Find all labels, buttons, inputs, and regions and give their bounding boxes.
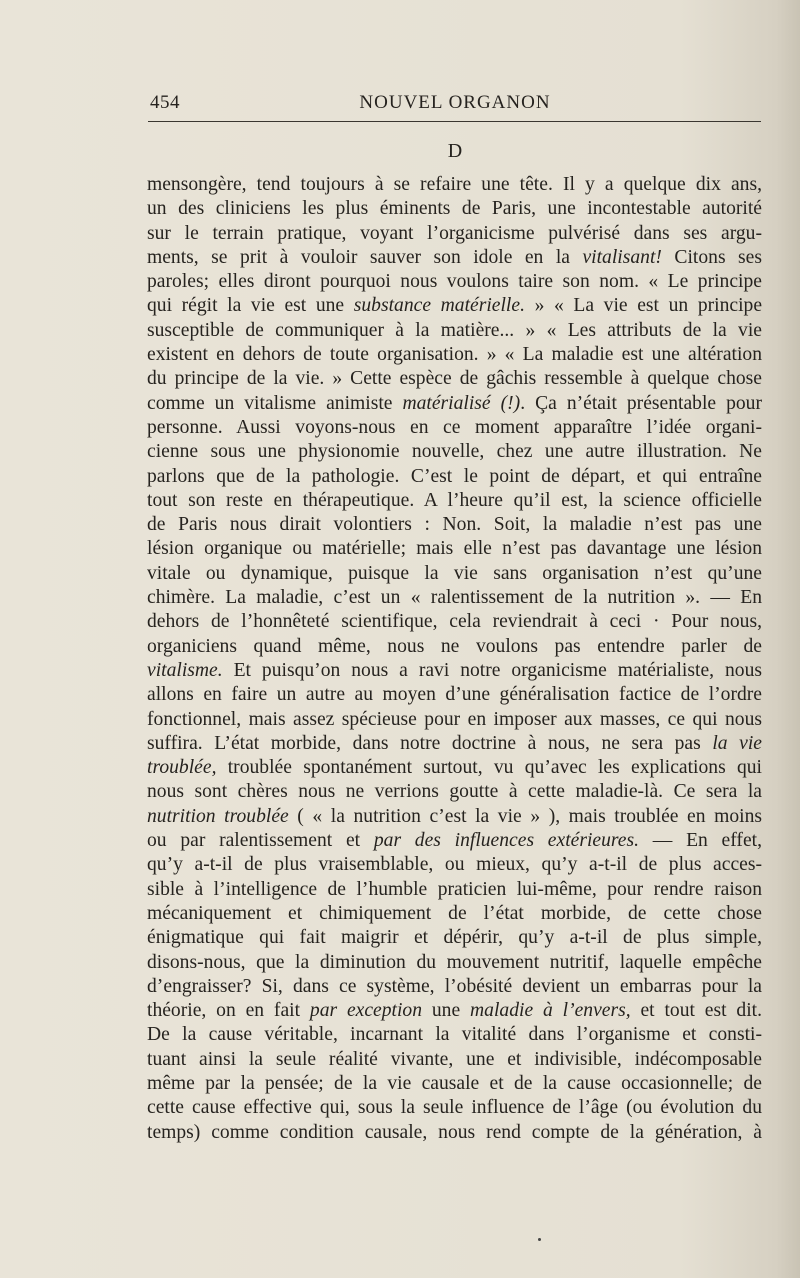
- text-line: [147, 1096, 762, 1120]
- text-line: [147, 416, 762, 440]
- italic-text: nutrition troublée: [147, 805, 289, 827]
- text-line: [147, 392, 762, 416]
- text-line: [147, 562, 762, 586]
- text-segment: paroles; elles diront pourquoi nous voulons taire son nom. « Le principe: [147, 271, 762, 293]
- text-line: [147, 902, 762, 926]
- text-line: [147, 732, 762, 756]
- text-segment: tuant ainsi la seule réalité vivante, une et indivisible, indécomposable: [147, 1048, 762, 1070]
- text-segment: mensongère, tend toujours à se refaire une tête. Il y a quelque dix ans,: [147, 174, 762, 195]
- text-line: [147, 975, 762, 999]
- text-line: [147, 537, 762, 561]
- text-segment: ( « la nutrition c’est la vie » ), mais troublée en moins: [288, 805, 762, 827]
- text-line: [147, 222, 762, 246]
- text-segment: dehors de l’honnêteté scientifique, cela reviendrait à ceci · Pour nous,: [147, 611, 762, 633]
- text-line: [147, 659, 762, 683]
- italic-text: la vie: [712, 732, 762, 754]
- text-segment: et tout est dit.: [630, 1000, 762, 1022]
- text-segment: existent en dehors de toute organisation. » « La maladie est une altération: [147, 344, 762, 366]
- text-segment: d’engraisser? Si, dans ce système, l’obésité devient un embarras pour la: [147, 975, 762, 997]
- italic-text: vitalisme.: [147, 659, 223, 681]
- text-line: [147, 683, 762, 707]
- text-segment: sur le terrain pratique, voyant l’organicisme pulvérisé dans ses argu-: [147, 222, 762, 244]
- text-line: [147, 1072, 762, 1096]
- text-segment: » « La vie est un principe: [524, 295, 763, 317]
- text-segment: même par la pensée; de la vie causale et de la cause occasionnelle; de: [147, 1072, 762, 1094]
- text-segment: suffira. L’état morbide, dans notre doctrine à nous, ne sera pas: [147, 732, 713, 754]
- text-line: [147, 756, 762, 780]
- text-segment: chimère. La maladie, c’est un « ralentissement de la nutrition ». — En: [147, 587, 762, 609]
- text-line: [147, 829, 762, 853]
- text-segment: tout son reste en thérapeutique. A l’heure qu’il est, la science officielle: [147, 489, 762, 511]
- text-segment: lésion organique ou matérielle; mais elle n’est pas davantage une lésion: [147, 538, 762, 560]
- text-segment: . Ça n’était présentable pour: [520, 392, 762, 414]
- text-segment: Citons ses: [661, 246, 762, 268]
- text-segment: qu’y a-t-il de plus vraisemblable, ou mieux, qu’y a-t-il de plus acces-: [147, 854, 762, 876]
- text-segment: de Paris nous dirait volontiers : Non. Soit, la maladie n’est pas une: [147, 514, 762, 536]
- text-segment: temps) comme condition causale, nous rend compte de la génération, à: [147, 1121, 762, 1143]
- text-line: [147, 951, 762, 975]
- italic-text: vitalisant!: [582, 246, 662, 268]
- text-segment: allons en faire un autre au moyen d’une généralisation factice de l’ordre: [147, 684, 762, 706]
- text-segment: vitale ou dynamique, puisque la vie sans organisation n’est qu’une: [147, 562, 762, 584]
- text-segment: parlons que de la pathologie. C’est le point de départ, et qui entraîne: [147, 465, 762, 487]
- italic-text: par des influences extérieures.: [373, 830, 640, 852]
- text-line: [147, 610, 762, 634]
- italic-text: par exception: [309, 1000, 423, 1022]
- text-segment: cienne sous une physionomie nouvelle, chez une autre illustration. Ne: [147, 441, 762, 463]
- running-title: NOUVEL ORGANON: [359, 92, 551, 113]
- text-segment: mécaniquement et chimiquement de l’état morbide, de cette chose: [147, 902, 762, 924]
- text-segment: disons-nous, que la diminution du mouvement nutritif, laquelle empêche: [147, 951, 762, 973]
- italic-text: troublée,: [147, 757, 217, 779]
- text-line: [147, 197, 762, 221]
- text-line: [147, 173, 762, 197]
- signature-mark: D: [447, 140, 463, 162]
- text-line: [147, 489, 762, 513]
- text-segment: personne. Aussi voyons-nous en ce moment apparaître l’idée organi-: [147, 416, 762, 438]
- text-line: [147, 780, 762, 804]
- text-line: [147, 1121, 762, 1145]
- text-line: [147, 465, 762, 489]
- text-line: [147, 319, 762, 343]
- text-segment: ments, se prit à vouloir sauver son idole en la: [147, 246, 583, 268]
- text-line: [147, 635, 762, 659]
- text-line: [147, 586, 762, 610]
- text-line: [147, 878, 762, 902]
- printer-dot: [538, 1238, 541, 1241]
- text-segment: De la cause véritable, incarnant la vitalité dans l’organisme et consti-: [147, 1024, 762, 1046]
- text-line: [147, 805, 762, 829]
- italic-text: substance matérielle.: [353, 295, 525, 317]
- text-line: [147, 440, 762, 464]
- text-segment: nous sont chères nous ne verrions goutte à cette maladie-là. Ce sera la: [147, 781, 762, 803]
- italic-text: matérialisé (!): [402, 392, 521, 414]
- running-header: [150, 92, 760, 122]
- text-line: [147, 246, 762, 270]
- text-line: [147, 1048, 762, 1072]
- text-segment: troublée spontanément surtout, vu qu’avec les explications qui: [216, 757, 762, 779]
- text-segment: — En effet,: [639, 830, 762, 852]
- text-line: [147, 853, 762, 877]
- text-line: [147, 343, 762, 367]
- text-segment: comme un vitalisme animiste: [147, 392, 403, 414]
- text-segment: organiciens quand même, nous ne voulons pas entendre parler de: [147, 635, 762, 657]
- body-paragraph: [147, 173, 762, 1145]
- text-line: [147, 270, 762, 294]
- text-line: [147, 999, 762, 1023]
- page-number: 454: [150, 92, 180, 113]
- text-segment: susceptible de communiquer à la matière... » « Les attributs de la vie: [147, 319, 762, 341]
- italic-text: maladie à l’envers,: [470, 1000, 631, 1022]
- text-segment: sible à l’intelligence de l’humble praticien lui-même, pour rendre raison: [147, 878, 762, 900]
- text-segment: qui régit la vie est une: [147, 295, 354, 317]
- text-line: [147, 513, 762, 537]
- text-line: [147, 294, 762, 318]
- text-segment: théorie, on en fait: [147, 1000, 310, 1022]
- text-line: [147, 1023, 762, 1047]
- text-line: [147, 926, 762, 950]
- text-segment: ou par ralentissement et: [147, 830, 374, 852]
- text-segment: fonctionnel, mais assez spécieuse pour en imposer aux masses, ce qui nous: [147, 708, 762, 730]
- header-rule: [148, 121, 761, 122]
- text-segment: énigmatique qui fait maigrir et dépérir, qu’y a-t-il de plus simple,: [147, 927, 762, 949]
- text-segment: cette cause effective qui, sous la seule influence de l’âge (ou évolution du: [147, 1097, 762, 1119]
- text-segment: Et puisqu’on nous a ravi notre organicisme matérialiste, nous: [222, 659, 762, 681]
- text-segment: un des cliniciens les plus éminents de Paris, une incontestable autorité: [147, 198, 762, 220]
- text-line: [147, 367, 762, 391]
- text-segment: une: [422, 1000, 471, 1022]
- text-line: [147, 708, 762, 732]
- text-segment: du principe de la vie. » Cette espèce de gâchis ressemble à quelque chose: [147, 368, 762, 390]
